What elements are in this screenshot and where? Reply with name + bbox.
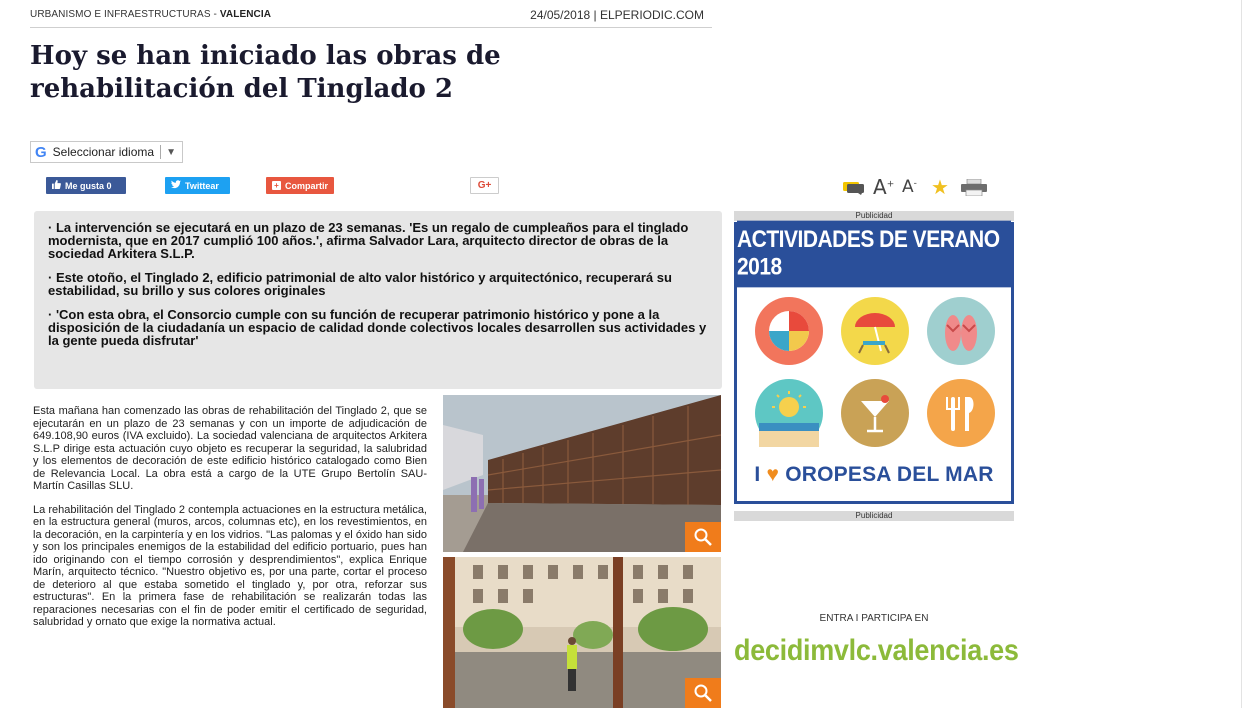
page-divider: [1241, 0, 1242, 708]
facebook-like-button[interactable]: [46, 177, 126, 194]
font-increase-label: A: [873, 175, 887, 199]
heart-icon: ♥: [766, 463, 780, 486]
date-source: 24/05/2018 | ELPERIODIC.COM: [530, 8, 704, 22]
warehouse-photo-2: [443, 557, 721, 708]
twitter-bird-icon: [171, 180, 181, 192]
article-tools: [843, 176, 993, 198]
favorite-star-icon[interactable]: ★: [931, 177, 949, 199]
article-topbar: [30, 8, 712, 28]
beach-umbrella-icon: [841, 297, 909, 365]
ad-footer-prefix: I: [754, 463, 761, 486]
warehouse-photo-1: [443, 395, 721, 552]
comment-icon[interactable]: [843, 180, 865, 195]
ad-footer: [737, 463, 1011, 487]
language-select[interactable]: [30, 141, 183, 163]
decidim-ad-caption: ENTRA I PARTICIPA EN: [819, 613, 929, 624]
font-decrease-icon[interactable]: A-: [902, 177, 917, 197]
section-breadcrumb[interactable]: [30, 9, 271, 20]
page-title: Hoy se han iniciado las obras de rehabilitación del Tinglado 2: [30, 41, 501, 104]
article-highlights: [34, 211, 722, 389]
plus-icon: +: [272, 181, 281, 190]
ad-label: Publicidad: [734, 211, 1014, 221]
facebook-like-label: Me gusta 0: [65, 180, 112, 191]
article-body: [33, 405, 427, 640]
sun-beach-icon: [755, 379, 823, 447]
zoom-button[interactable]: [685, 522, 721, 552]
article-paragraph: La rehabilitación del Tinglado 2 contempla actuaciones en la estructura metálica, en la estructura general (muros, arcos, columnas etc), en los revestimientos, en la decoración, en la carpintería y en los vidrios. "Las palomas y el óxido han sido y son los principales enemigos de la estabilidad del edificio portuario, pues han ido originando con el tiempo corrosión y desprendimientos", explica Enrique Marín, arquitecto técnico. "Nuestro objetivo es, por una parte, cortar el proceso de deterioro al que estaba sometido el tinglado y, por otra, reforzar sus estructuras". En la primera fase de rehabilitación se realizarán todas las reparaciones necesarias con el fin de poder emitir el certificado de seguridad, salubridad y ornato que exige la normativa actual.: [33, 503, 427, 628]
twitter-label: Twittear: [185, 180, 219, 191]
ad-footer-text: OROPESA DEL MAR: [785, 463, 994, 486]
font-decrease-label: A: [902, 177, 914, 197]
flip-flops-icon: [927, 297, 995, 365]
article-photo-2[interactable]: [443, 557, 721, 708]
cutlery-icon: [927, 379, 995, 447]
section-label[interactable]: URBANISMO E INFRAESTRUCTURAS -: [30, 9, 217, 20]
language-select-label: Seleccionar idioma: [52, 145, 155, 159]
ad-title: ACTIVIDADES DE VERANO 2018: [737, 221, 1011, 288]
decidim-ad-url: decidimvlc.valencia.es: [734, 633, 1019, 667]
divider: [160, 145, 161, 159]
share-label: Compartir: [284, 180, 328, 191]
thumbs-up-icon: [52, 180, 61, 192]
highlight-item: · Este otoño, el Tinglado 2, edificio patrimonial de alto valor histórico y arquitectónico, recuperará su estabilidad, su brillo y sus colores originales: [48, 270, 672, 298]
share-button[interactable]: [266, 177, 334, 194]
highlight-item: · 'Con esta obra, el Consorcio cumple con su función de recuperar patrimonio histórico y pone a la disposición de la ciudadanía un espacio de calidad donde colectivos locales desarrollen sus actividades y la gente pueda disfrutar': [48, 307, 707, 348]
google-logo-icon: G: [35, 143, 47, 161]
cocktail-icon: [841, 379, 909, 447]
zoom-icon: [693, 527, 713, 547]
beach-ball-icon: [755, 297, 823, 365]
city-label[interactable]: VALENCIA: [219, 9, 272, 20]
ad-label: Publicidad: [734, 511, 1014, 521]
google-plus-button[interactable]: G+: [470, 177, 499, 194]
decidim-ad[interactable]: [734, 600, 1019, 680]
zoom-button[interactable]: [685, 678, 721, 708]
chevron-down-icon: ▼: [166, 146, 176, 158]
font-increase-icon[interactable]: A+: [873, 175, 895, 199]
zoom-icon: [693, 683, 713, 703]
article-paragraph: Esta mañana han comenzado las obras de rehabilitación del Tinglado 2, que se ejecutarán en un plazo de 23 semanas y con un importe de adjudicación de 649.108,90 euros (IVA excluido). La sociedad valenciana de arquitectos Arkitera S.L.P dirige esta actuación cuyo objeto es recuperar la seguridad, la salubridad y los elementos de decoración de este edificio histórico catalogado como Bien de Relevancia Local. La obra está a cargo de la UTE Grupo Bertolín SAU- Martín Casillas SLU.: [33, 405, 427, 492]
highlight-item: · La intervención se ejecutará en un plazo de 23 semanas. 'Es un regalo de cumpleaños para el tinglado modernista, que en 2017 cumplió 100 años.', afirma Salvador Lara, arquitecto director de obras de la sociedad Arkitera S.L.P.: [48, 220, 689, 261]
print-icon[interactable]: [961, 179, 987, 196]
twitter-button[interactable]: [165, 177, 230, 194]
article-photo-1[interactable]: [443, 395, 721, 552]
summer-activities-ad[interactable]: [734, 222, 1014, 504]
